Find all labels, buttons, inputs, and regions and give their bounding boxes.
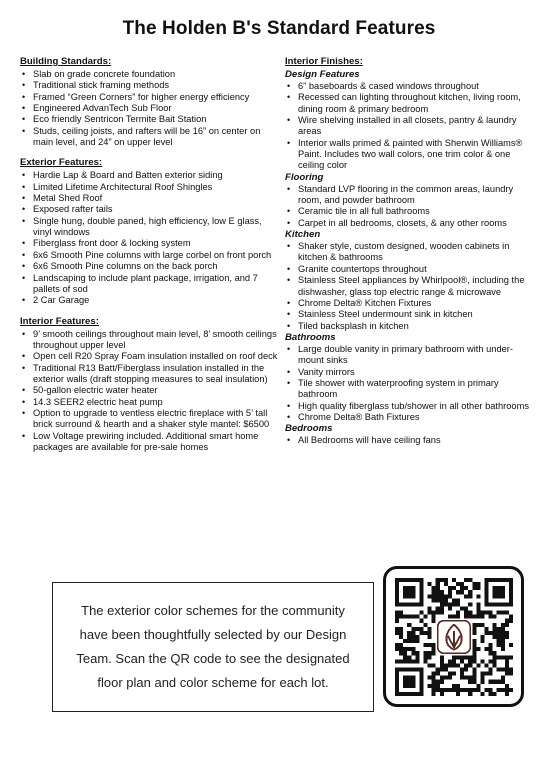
qr-code-frame[interactable] [383, 566, 524, 707]
list-item: • Framed “Green Corners” for higher energy efficiency [20, 92, 278, 103]
list-item: • Ceramic tile in all full bathrooms [285, 206, 537, 217]
list-item: • 50-gallon electric water heater [20, 385, 278, 396]
list-item: • Traditional R13 Batt/Fiberglass insulation installed in the exterior walls (draft stopping measures to seal insulation) [20, 363, 278, 386]
list-item: • Carpet in all bedrooms, closets, & any other rooms [285, 218, 537, 229]
list-item: • Stainless Steel appliances by Whirlpool®, including the dishwasher, glass top electric range & microwave [285, 275, 537, 298]
subheading-bedrooms: Bedrooms [285, 423, 333, 435]
list-item: • Stainless Steel undermount sink in kitchen [285, 309, 537, 320]
section-heading: Interior Features: [20, 315, 99, 327]
list-item: • Eco friendly Sentricon Termite Bait Station [20, 114, 278, 125]
list-item: • Tiled backsplash in kitchen [285, 321, 537, 332]
subheading-flooring: Flooring [285, 171, 324, 183]
list-item: • Open cell R20 Spray Foam insulation installed on roof deck [20, 351, 278, 362]
exterior-features-list [20, 170, 278, 306]
list-item: • Single hung, double paned, high efficiency, low E glass, vinyl windows [20, 216, 278, 239]
list-item: • Traditional stick framing methods [20, 80, 278, 91]
list-item: • 6” baseboards & cased windows throughout [285, 81, 537, 92]
note-text: The exterior color schemes for the community have been thoughtfully selected by our Design Team. Scan the QR code to see the designated floor plan and color scheme for each lot. [76, 603, 350, 690]
bathrooms-list [285, 344, 537, 423]
section-heading: Exterior Features: [20, 157, 103, 169]
page-title: The Holden B's Standard Features [122, 18, 436, 39]
list-item: • 14.3 SEER2 electric heat pump [20, 397, 278, 408]
list-item: • Granite countertops throughout [285, 264, 537, 275]
flooring-list [285, 184, 537, 229]
building-standards-list [20, 69, 278, 148]
bedrooms-list [285, 435, 537, 446]
interior-features-list [20, 329, 278, 454]
subheading-kitchen: Kitchen [285, 229, 321, 241]
list-item: • Limited Lifetime Architectural Roof Shingles [20, 182, 278, 193]
list-item: • Wire shelving installed in all closets, pantry & laundry areas [285, 115, 537, 138]
list-item: • 2 Car Garage [20, 295, 278, 306]
list-item: • 6x6 Smooth Pine columns on the back porch [20, 261, 278, 272]
subheading-bathrooms: Bathrooms [285, 331, 336, 343]
list-item: • 6x6 Smooth Pine columns with large corbel on front porch [20, 250, 278, 261]
design-features-list [285, 81, 537, 172]
list-item: • Recessed can lighting throughout kitchen, living room, dining room & primary bedroom [285, 92, 537, 115]
subheading-design-features: Design Features [285, 69, 360, 80]
list-item: • Chrome Delta® Kitchen Fixtures [285, 298, 537, 309]
color-scheme-note [52, 582, 374, 712]
list-item: • Slab on grade concrete foundation [20, 69, 278, 80]
list-item: • Large double vanity in primary bathroom with under-mount sinks [285, 344, 537, 367]
list-item: • Vanity mirrors [285, 367, 537, 378]
list-item: • Fiberglass front door & locking system [20, 238, 278, 249]
list-item: • Exposed rafter tails [20, 204, 278, 215]
list-item: • Low Voltage prewiring included. Additional smart home packages are available for pre-sale homes [20, 431, 278, 454]
right-column [285, 56, 537, 447]
list-item: • 9’ smooth ceilings throughout main level, 8’ smooth ceilings throughout upper level [20, 329, 278, 352]
list-item: • Interior walls primed & painted with Sherwin Williams® Paint. Includes two wall colors, one trim color & one ceiling color [285, 138, 537, 172]
kitchen-list [285, 241, 537, 332]
section-heading: Building Standards: [20, 56, 112, 67]
list-item: • High quality fiberglass tub/shower in all other bathrooms [285, 401, 537, 412]
list-item: • Chrome Delta® Bath Fixtures [285, 412, 537, 423]
list-item: • Shaker style, custom designed, wooden cabinets in kitchen & bathrooms [285, 241, 537, 264]
list-item: • Hardie Lap & Board and Batten exterior siding [20, 170, 278, 181]
list-item: • Landscaping to include plant package, irrigation, and 7 pallets of sod [20, 273, 278, 296]
list-item: • Metal Shed Roof [20, 193, 278, 204]
section-heading: Interior Finishes: [285, 56, 363, 67]
left-column [20, 56, 278, 453]
list-item: • Tile shower with waterproofing system in primary bathroom [285, 378, 537, 401]
list-item: • All Bedrooms will have ceiling fans [285, 435, 537, 446]
list-item: • Standard LVP flooring in the common areas, laundry room, and powder bathroom [285, 184, 537, 207]
qr-code-icon[interactable] [395, 578, 513, 696]
list-item: • Option to upgrade to ventless electric fireplace with 5’ tall brick surround & hearth and a shaker style mantel: $6500 [20, 408, 278, 431]
list-item: • Studs, ceiling joists, and rafters will be 16” on center on main level, and 24” on upper level [20, 126, 278, 149]
list-item: • Engineered AdvanTech Sub Floor [20, 103, 278, 114]
